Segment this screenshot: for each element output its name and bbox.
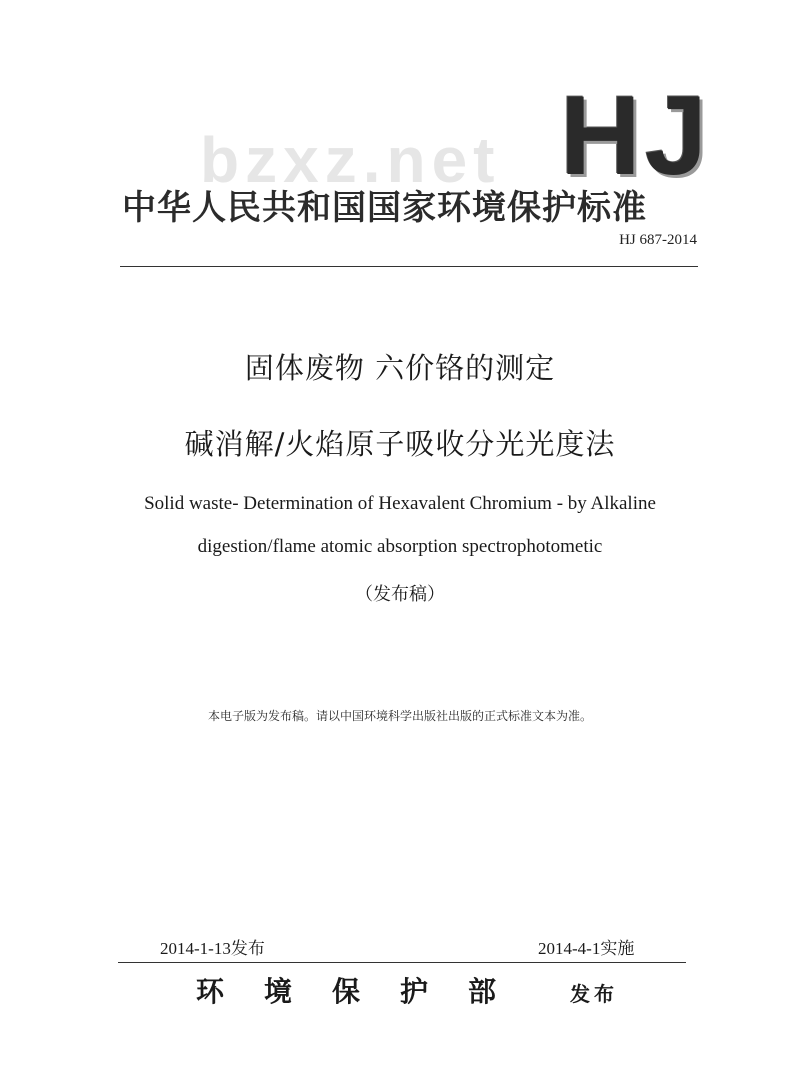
draft-note: （发布稿） (355, 584, 445, 605)
top-divider (120, 266, 698, 267)
electronic-version-note: 本电子版为发布稿。请以中国环境科学出版社出版的正式标准文本为准。 (207, 709, 592, 723)
document-title-en-line2: digestion/flame atomic absorption spectrophotometic (197, 536, 603, 557)
bottom-divider (118, 962, 686, 963)
document-title-zh-line1: 固体废物 六价铬的测定 (244, 351, 556, 385)
watermark: bzxz.net (200, 124, 501, 196)
issue-date: 2014-1-13发布 (160, 939, 265, 958)
publisher-name: 环境保护部 (196, 975, 537, 1008)
hj-logo: HJ (560, 73, 712, 198)
standard-number: HJ 687-2014 (619, 232, 697, 248)
implementation-date: 2014-4-1实施 (538, 939, 635, 958)
document-title-en-line1: Solid waste- Determination of Hexavalent Chromium - by Alkaline (144, 493, 656, 514)
document-title-zh-line2: 碱消解/火焰原子吸收分光光度法 (184, 427, 616, 461)
national-standard-title: 中华人民共和国国家环境保护标准 (122, 188, 647, 228)
publish-label: 发布 (570, 982, 618, 1006)
